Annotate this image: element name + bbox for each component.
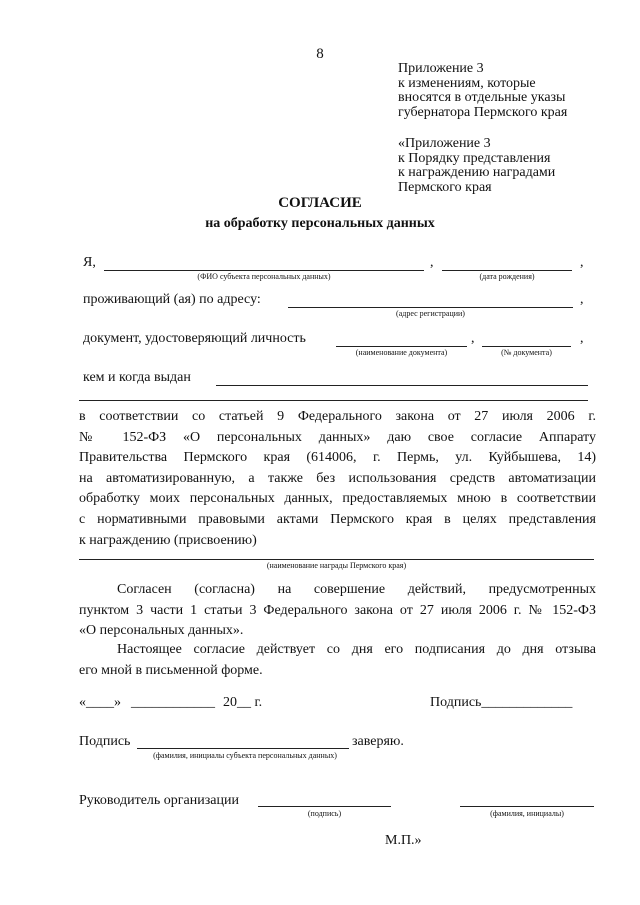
document-number-field[interactable]: [482, 346, 571, 347]
fio-field[interactable]: [104, 270, 424, 271]
paragraph-line: с нормативными правовыми актами Пермского края в целях представления: [79, 511, 596, 527]
subject-signature-label: Подпись: [79, 734, 131, 749]
appendix-line: к награждению наградами: [398, 165, 556, 180]
head-name-field[interactable]: [460, 806, 594, 807]
issued-field[interactable]: [216, 385, 588, 386]
document-name-caption: (наименование документа): [355, 348, 448, 357]
document-label: документ, удостоверяющий личность: [83, 331, 306, 346]
appendix-line: к изменениям, которые: [398, 75, 536, 91]
stamp-place-label: М.П.»: [385, 833, 422, 848]
page-number: 8: [316, 46, 324, 62]
address-label: проживающий (ая) по адресу:: [83, 292, 261, 307]
fio-caption: (ФИО субъекта персональных данных): [197, 272, 331, 281]
birth-date-field[interactable]: [442, 270, 572, 271]
address-caption: (адрес регистрации): [396, 309, 465, 318]
comma: ,: [580, 331, 584, 346]
validity-paragraph: [79, 640, 596, 681]
paragraph-line: Настоящее согласие действует со дня его подписания до дня отзыва: [117, 642, 596, 657]
head-name-caption: (фамилия, инициалы): [490, 809, 564, 818]
issued-field-continuation[interactable]: [79, 400, 588, 401]
appendix-line: к Порядку представления: [398, 150, 551, 166]
paragraph-line: № 152-ФЗ «О персональных данных» даю свое согласие Аппарату: [79, 429, 596, 445]
paragraph-line: на автоматизированную, а также без использования средств автоматизации: [79, 470, 596, 486]
award-name-caption: (наименование награды Пермского края): [266, 561, 407, 570]
appendix-header-secondary: [398, 137, 555, 195]
paragraph-line: в соответствии со статьей 9 Федерального закона от 27 июля 2006 г.: [79, 409, 596, 424]
appendix-line: вносятся в отдельные указы: [398, 90, 566, 105]
issued-label: кем и когда выдан: [83, 370, 191, 385]
document-subtitle: на обработку персональных данных: [205, 216, 435, 231]
appendix-line: губернатора Пермского края: [398, 104, 568, 120]
paragraph-line: обработку моих персональных данных, предоставляемых мною в соответствии: [79, 491, 596, 507]
subject-certify-label: заверяю.: [352, 734, 404, 749]
signature-field[interactable]: Подпись_____________: [430, 695, 573, 710]
paragraph-line: пунктом 3 части 1 статьи 3 Федерального закона от 27 июля 2006 г. № 152-ФЗ: [79, 602, 596, 618]
document-number-caption: (№ документа): [501, 348, 552, 357]
paragraph-line: его мной в письменной форме.: [79, 662, 263, 678]
comma: ,: [430, 255, 434, 270]
paragraph-line: к награждению (присвоению): [79, 532, 257, 548]
head-label: Руководитель организации: [79, 793, 239, 808]
appendix-header: [398, 62, 567, 120]
head-signature-caption: (подпись): [307, 809, 342, 818]
date-day-field[interactable]: «____»: [79, 695, 121, 710]
document-title: СОГЛАСИЕ: [278, 195, 362, 211]
appendix-line: Приложение 3: [398, 61, 484, 76]
birth-date-caption: (дата рождения): [479, 272, 535, 281]
comma: ,: [580, 255, 584, 270]
head-signature-field[interactable]: [258, 806, 391, 807]
document-name-field[interactable]: [336, 346, 467, 347]
date-month-field[interactable]: ____________: [131, 695, 215, 710]
comma: ,: [580, 292, 584, 307]
ya-label: Я,: [83, 255, 96, 270]
agree-paragraph: [79, 580, 596, 642]
consent-paragraph: [79, 407, 596, 551]
subject-name-caption: (фамилия, инициалы субъекта персональных данных): [153, 751, 337, 760]
subject-name-field[interactable]: [137, 748, 349, 749]
award-name-field[interactable]: [79, 559, 594, 560]
paragraph-line: «О персональных данных».: [79, 623, 244, 639]
appendix-line: Пермского края: [398, 179, 492, 195]
appendix-line: «Приложение 3: [398, 136, 491, 151]
paragraph-line: Правительства Пермского края (614006, г. Пермь, ул. Куйбышева, 14): [79, 450, 596, 466]
date-year: 20__ г.: [223, 695, 263, 710]
paragraph-line: Согласен (согласна) на совершение действий, предусмотренных: [117, 582, 596, 597]
address-field[interactable]: [288, 307, 573, 308]
comma: ,: [471, 331, 475, 346]
